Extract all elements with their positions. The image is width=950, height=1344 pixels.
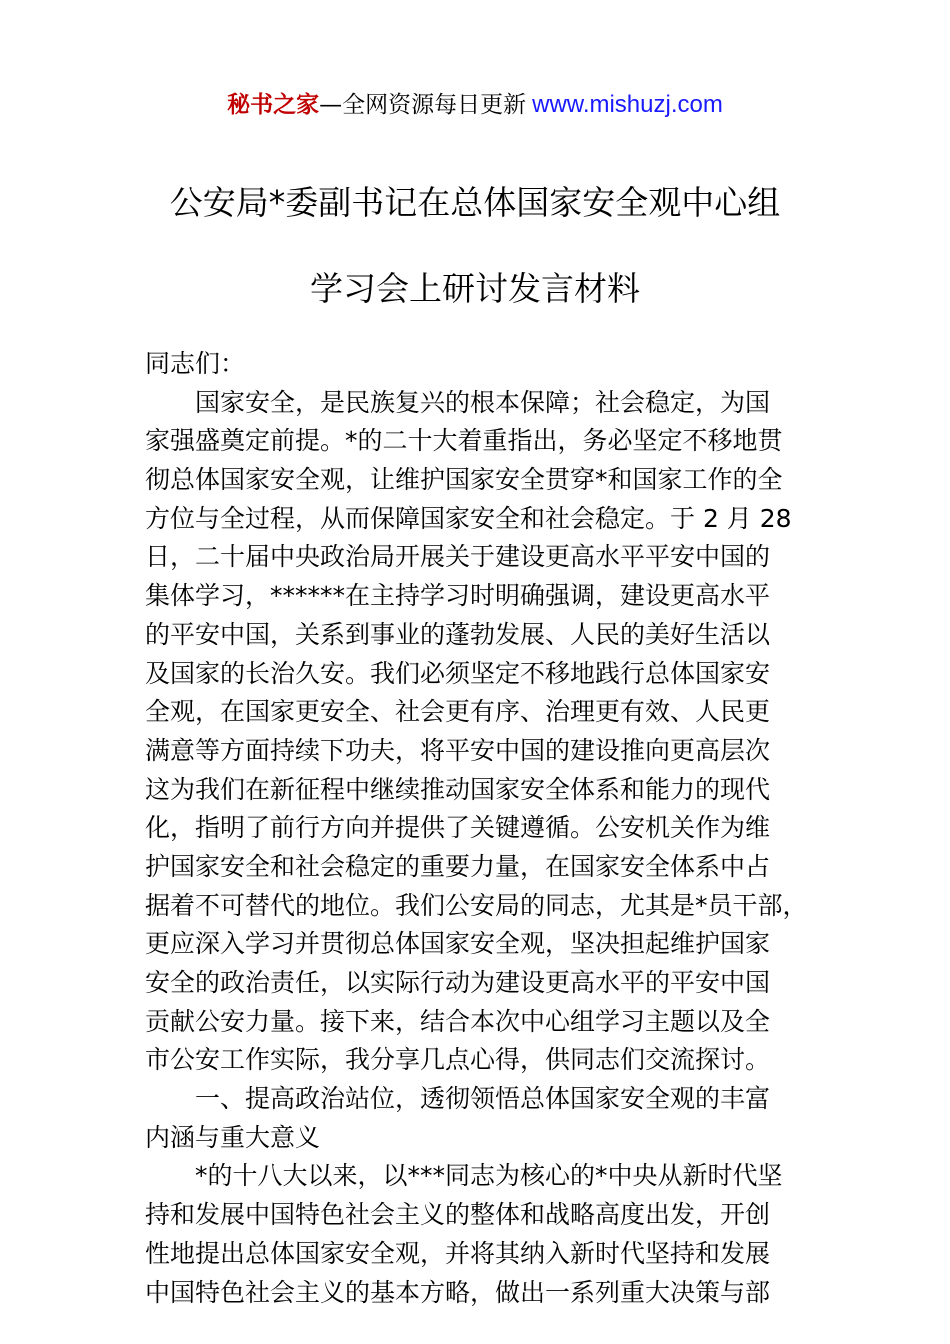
- body-line: 方位与全过程，从而保障国家安全和社会稳定。于 2 月 28: [145, 503, 792, 533]
- title-line-1: 公安局*委副书记在总体国家安全观中心组: [169, 183, 781, 222]
- header-tagline: —全网资源每日更新: [319, 92, 527, 118]
- body-line: 彻总体国家安全观，让维护国家安全贯穿*和国家工作的全: [145, 465, 783, 495]
- body-line: 性地提出总体国家安全观，并将其纳入新时代坚持和发展: [145, 1238, 771, 1268]
- body-line: 市公安工作实际，我分享几点心得，供同志们交流探讨。: [145, 1045, 771, 1075]
- body-line: *的十八大以来，以***同志为核心的*中央从新时代坚: [145, 1161, 783, 1191]
- body-line: 的平安中国，关系到事业的蓬勃发展、人民的美好生活以: [145, 619, 771, 649]
- body-line: 安全的政治责任，以实际行动为建设更高水平的平安中国: [145, 968, 771, 997]
- body-line: 全观，在国家更安全、社会更有序、治理更有效、人民更: [145, 697, 771, 727]
- body-line: 这为我们在新征程中继续推动国家安全体系和能力的现代: [145, 774, 771, 804]
- body-line: 国家安全，是民族复兴的根本保障；社会稳定，为国: [145, 387, 771, 417]
- title-line-2: 学习会上研讨发言材料: [310, 269, 640, 308]
- body-line: 持和发展中国特色社会主义的整体和战略高度出发，开创: [145, 1200, 771, 1230]
- body-line: 满意等方面持续下功夫，将平安中国的建设推向更高层次: [145, 735, 771, 765]
- body-line: 中国特色社会主义的基本方略，做出一系列重大决策与部: [145, 1277, 771, 1307]
- body-line: 更应深入学习并贯彻总体国家安全观，坚决担起维护国家: [145, 929, 771, 959]
- section-heading-line: 一、提高政治站位，透彻领悟总体国家安全观的丰富: [145, 1084, 771, 1114]
- body-line: 化，指明了前行方向并提供了关键遵循。公安机关作为维: [145, 813, 771, 843]
- body-line: 及国家的长治久安。我们必须坚定不移地践行总体国家安: [145, 658, 771, 688]
- brand-name: 秘书之家: [227, 92, 320, 118]
- site-url-link[interactable]: www.mishuzj.com: [532, 91, 723, 118]
- body-line: 家强盛奠定前提。*的二十大着重指出，务必坚定不移地贯: [145, 426, 783, 456]
- document-title: [0, 160, 950, 332]
- body-line: 据着不可替代的地位。我们公安局的同志，尤其是*员干部，: [145, 890, 808, 920]
- body-line: 贡献公安力量。接下来，结合本次中心组学习主题以及全: [145, 1006, 771, 1036]
- salutation: 同志们：: [145, 349, 246, 378]
- body-line: 护国家安全和社会稳定的重要力量，在国家安全体系中占: [145, 851, 771, 881]
- document-body: [145, 345, 810, 1312]
- body-line: 日，二十届中央政治局开展关于建设更高水平平安中国的: [145, 542, 771, 572]
- body-line: 集体学习，******在主持学习时明确强调，建设更高水平: [145, 581, 771, 611]
- section-heading-line: 内涵与重大意义: [145, 1122, 321, 1152]
- site-header: [0, 88, 950, 122]
